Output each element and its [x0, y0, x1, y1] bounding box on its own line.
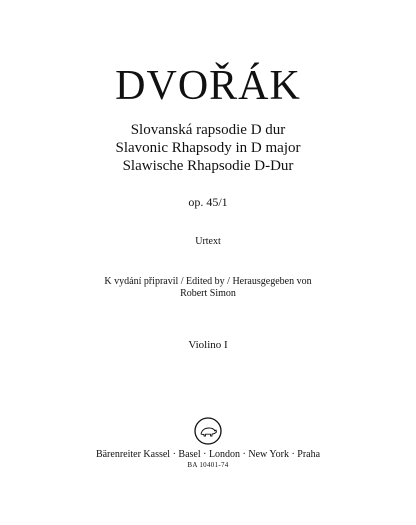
instrument-part: Violino I [188, 339, 228, 351]
publisher-imprint: Bärenreiter Kassel · Basel · London · New York · Praha [95, 449, 321, 460]
baerenreiter-bear-logo-icon [193, 416, 223, 446]
catalog-number: BA 10401-74 [187, 461, 229, 469]
title-english: Slavonic Rhapsody in D major [115, 140, 301, 156]
editor-label: K vydání připravil / Edited by / Herausgegeben von [104, 276, 312, 287]
bear-logo-graphic [193, 416, 223, 446]
edition-type: Urtext [195, 236, 221, 247]
opus-number: op. 45/1 [188, 195, 228, 209]
title-german: Slawische Rhapsodie D-Dur [122, 158, 294, 174]
editor-name: Robert Simon [180, 288, 236, 299]
composer-name: DVOŘÁK [115, 63, 301, 109]
title-czech: Slovanská rapsodie D dur [130, 122, 286, 138]
